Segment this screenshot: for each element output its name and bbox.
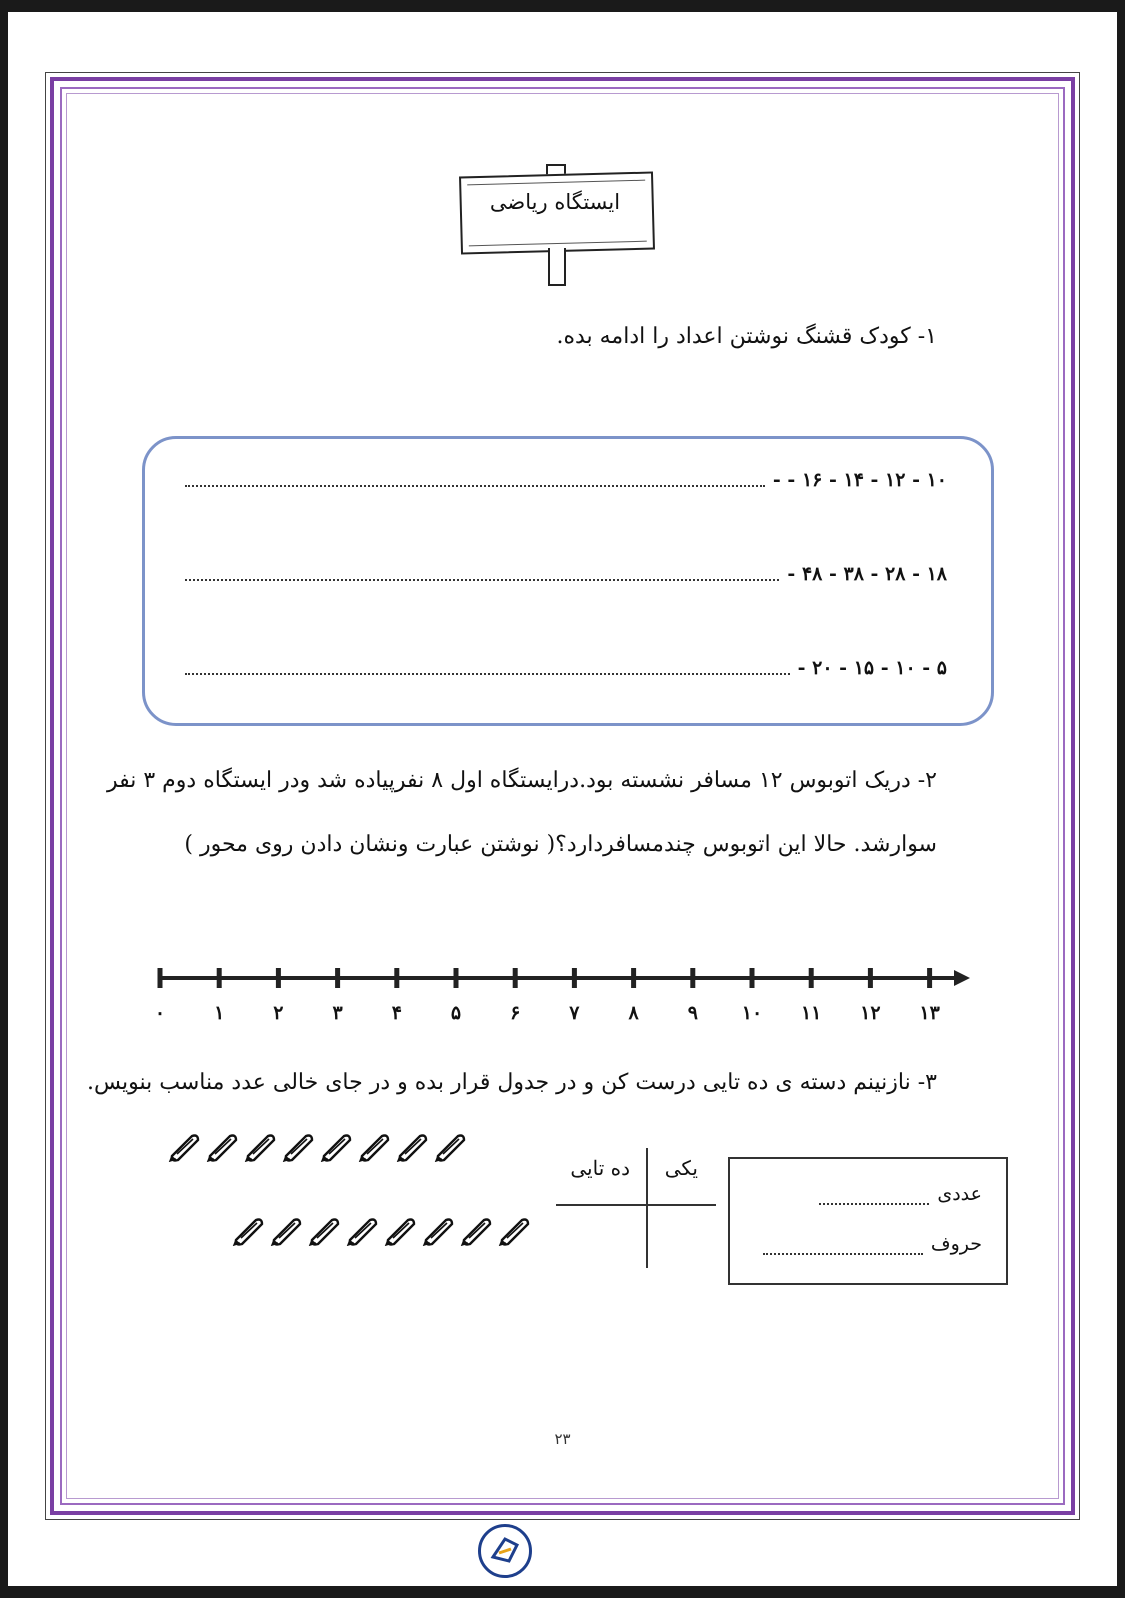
sequence-row	[185, 653, 947, 683]
website-link[interactable]: somayehrouhi.ir	[540, 1538, 665, 1555]
number-blank[interactable]	[819, 1189, 929, 1205]
tens-header: ده تایی	[570, 1156, 630, 1180]
answer-blank[interactable]	[185, 567, 779, 581]
pencil-icon	[384, 1216, 418, 1246]
sequence-start: ۵ - ۱۰ - ۱۵ - ۲۰ -	[797, 657, 947, 679]
number-answer	[819, 1183, 982, 1205]
pencil-icon	[308, 1216, 342, 1246]
pencil-icon	[460, 1216, 494, 1246]
pencil-icon	[346, 1216, 380, 1246]
number-line-label: ۸	[628, 1002, 639, 1024]
sequence-row	[185, 465, 947, 495]
number-line-axis	[148, 962, 988, 1002]
number-label: عددی	[937, 1183, 982, 1205]
question-1-text: ۱- کودک قشنگ نوشتن اعداد را ادامه بده.	[556, 324, 937, 349]
place-value-table	[556, 1148, 716, 1268]
pencil-icon	[244, 1132, 278, 1162]
site-logo	[478, 1524, 532, 1578]
number-line-label: ۱۰	[741, 1002, 763, 1024]
number-line-label: ۴	[391, 1002, 402, 1024]
number-line-label: ۱۱	[800, 1002, 822, 1024]
sequence-start: ۱۸ - ۲۸ - ۳۸ - ۴۸ -	[787, 563, 947, 585]
number-line-label: ۱۳	[919, 1002, 940, 1024]
number-line-label: ۹	[687, 1002, 698, 1024]
pencil-icon	[498, 1216, 532, 1246]
answer-blank[interactable]	[185, 473, 765, 487]
sequence-start: ۱۰ - ۱۲ - ۱۴ - ۱۶ - -	[772, 469, 947, 491]
pencil-icon	[232, 1216, 266, 1246]
answer-blank[interactable]	[185, 661, 790, 675]
pencil-icon	[168, 1132, 202, 1162]
words-label: حروف	[930, 1233, 982, 1255]
number-line-label: ۳	[332, 1002, 343, 1024]
number-line-label: ۲	[273, 1002, 284, 1024]
pencil-group-1	[168, 1132, 468, 1162]
number-line-label: ۱	[214, 1002, 225, 1024]
number-line-label: ۰	[154, 1002, 166, 1024]
number-line-label: ۷	[569, 1002, 580, 1024]
sequence-row	[185, 559, 947, 589]
question-3-text: ۳- نازنینم دسته ی ده تایی درست کن و در جدول قرار بده و در جای خالی عدد مناسب بنویس.	[86, 1070, 937, 1095]
pencil-icon	[282, 1132, 316, 1162]
pencil-icon	[396, 1132, 430, 1162]
number-line-label: ۵	[450, 1002, 462, 1024]
question-2-line-2: سوارشد. حالا این اتوبوس چندمسافردارد؟( نوشتن عبارت ونشان دادن روی محور )	[184, 832, 937, 857]
worksheet-page	[8, 12, 1117, 1586]
words-answer	[763, 1233, 982, 1255]
pencil-icon	[320, 1132, 354, 1162]
pencil-icon	[434, 1132, 468, 1162]
page-number: ۲۳	[554, 1430, 571, 1448]
words-blank[interactable]	[763, 1239, 923, 1255]
page-title: ایستگاه ریاضی	[489, 190, 621, 214]
pencil-group-2	[232, 1216, 532, 1246]
question-2-line-1: ۲- دریک اتوبوس ۱۲ مسافر نشسته بود.درایستگاه اول ۸ نفرپیاده شد ودر ایستگاه دوم ۳ نفر	[106, 768, 937, 793]
sequence-box	[142, 436, 994, 726]
logo-icon	[485, 1531, 525, 1571]
number-line-label: ۱۲	[860, 1002, 881, 1024]
pencil-icon	[358, 1132, 392, 1162]
pencil-icon	[206, 1132, 240, 1162]
pencil-icon	[422, 1216, 456, 1246]
pencil-icon	[270, 1216, 304, 1246]
number-line-label: ۶	[510, 1002, 521, 1024]
ones-header: یکی	[664, 1156, 698, 1180]
answer-box	[728, 1157, 1008, 1285]
title-sign	[448, 160, 668, 290]
number-line	[148, 962, 988, 1032]
